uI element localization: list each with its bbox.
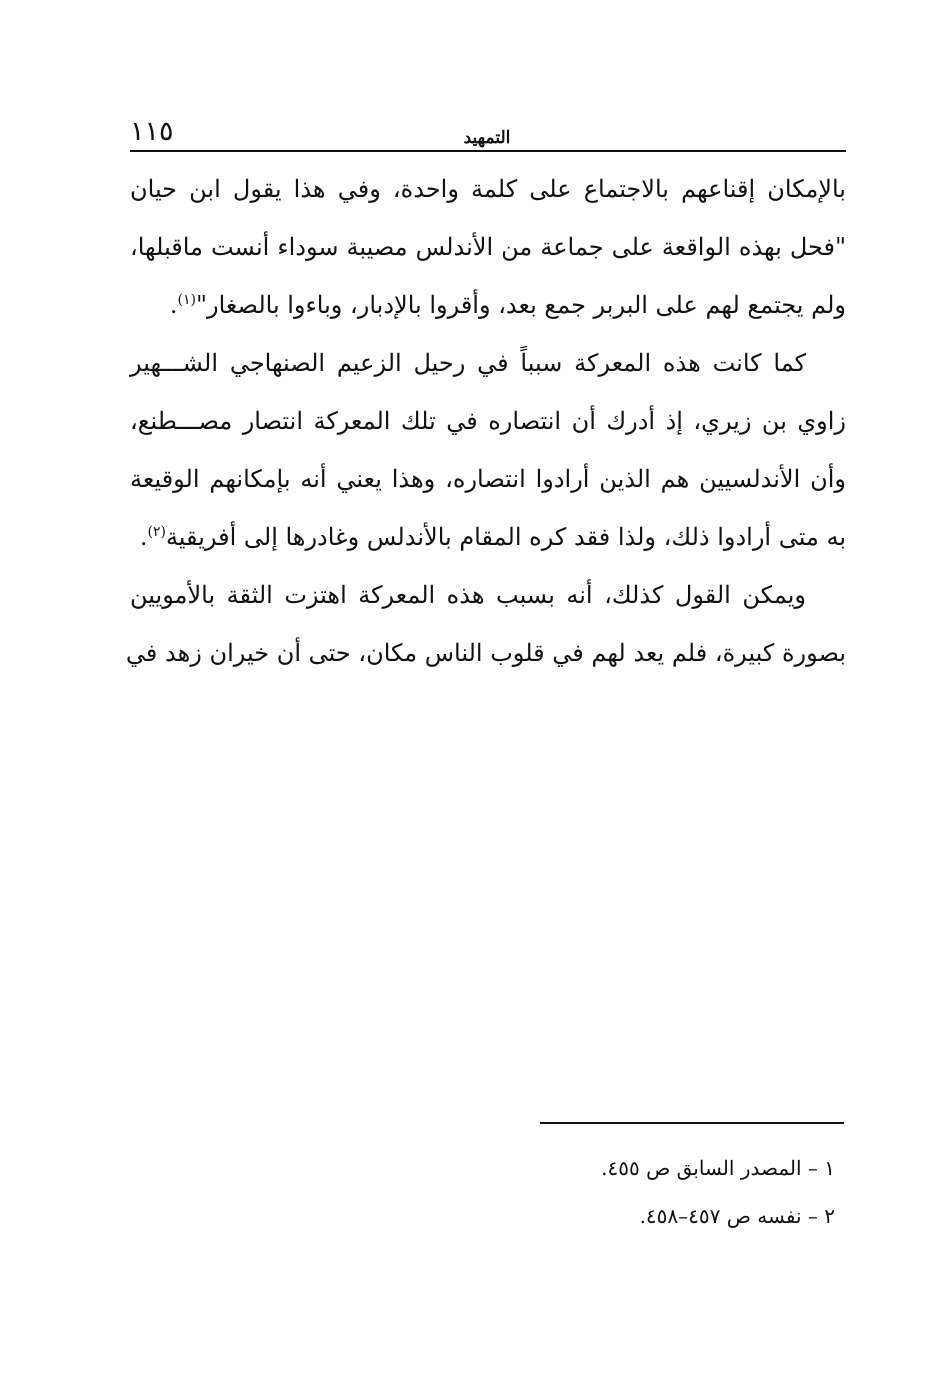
text-line	[130, 508, 846, 566]
footnote-rule	[540, 1122, 844, 1124]
footnote-ref-2: (٢)	[147, 524, 166, 540]
line-text: ولم يجتمع لهم على البربر جمع بعد، وأقروا بالإدبار، وباءوا بالصغار"	[195, 291, 846, 319]
text-line: ويمكن القول كذلك، أنه بسبب هذه المعركة اهتزت الثقة بالأمويين	[130, 581, 806, 609]
footnote-1: ١ – المصدر السابق ص ٤٥٥.	[601, 1156, 835, 1180]
text-line: بصورة كبيرة، فلم يعد لهم في قلوب الناس مكان، حتى أن خيران زهد في	[125, 639, 846, 667]
line-period: .	[139, 523, 148, 551]
footnote-2: ٢ – نفسه ص ٤٥٧–٤٥٨.	[639, 1204, 835, 1228]
footnote-ref-1: (١)	[177, 292, 196, 308]
running-title: التمهيد	[463, 128, 511, 148]
text-line	[130, 276, 846, 334]
page-number: ١١٥	[130, 116, 174, 147]
line-period: .	[169, 291, 178, 319]
header-rule	[130, 150, 846, 152]
text-line: بالإمكان إقناعهم بالاجتماع على كلمة واحدة، وفي هذا يقول ابن حيان	[130, 175, 846, 203]
footnotes	[130, 1148, 835, 1244]
body-text	[125, 160, 847, 682]
line-text: به متى أرادوا ذلك، ولذا فقد كره المقام بالأندلس وغادرها إلى أفريقية	[165, 523, 846, 551]
text-line: زاوي بن زيري، إذ أدرك أن انتصاره في تلك المعركة انتصار مصـــطنع،	[130, 407, 847, 435]
text-line: كما كانت هذه المعركة سبباً في رحيل الزعيم الصنهاجي الشـــهير	[130, 349, 806, 377]
text-line: وأن الأندلسيين هم الذين أرادوا انتصاره، وهذا يعني أنه بإمكانهم الوقيعة	[130, 465, 846, 493]
page-header	[130, 112, 844, 152]
text-line: "فحل بهذه الواقعة على جماعة من الأندلس مصيبة سوداء أنست ماقبلها،	[130, 233, 846, 261]
